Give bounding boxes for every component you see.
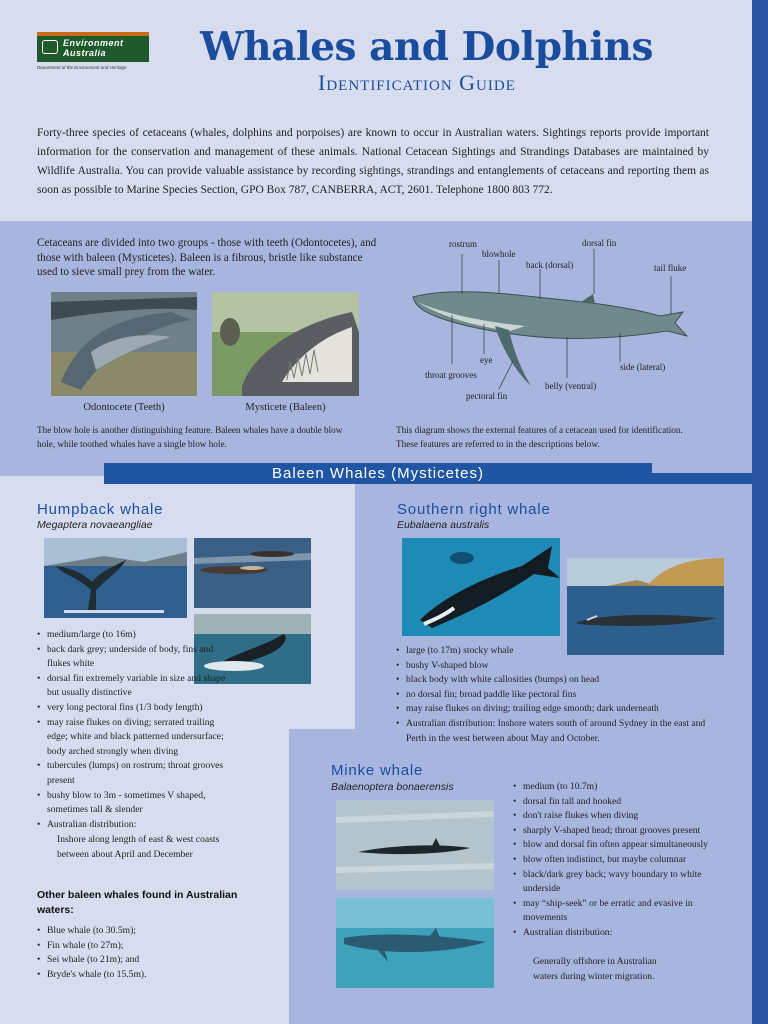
southern-right-photo-coast — [567, 558, 724, 655]
southern-right-fact: • may raise flukes on diving; trailing edge smooth; dark underneath — [396, 702, 726, 717]
humpback-fact: • back dark grey; underside of body, fins and flukes white — [37, 643, 237, 672]
other-baleen-item: • Bryde's whale (to 15.5m). — [37, 968, 237, 983]
humpback-facts — [37, 628, 237, 832]
humpback-fact: • medium/large (to 16m) — [37, 628, 237, 643]
southern-right-latin: Eubalaena australis — [397, 519, 490, 531]
minke-fact: • medium (to 10.7m) — [513, 780, 728, 795]
minke-distribution: Generally offshore in Australian waters during winter migration. — [533, 956, 657, 982]
mysticete-photo — [212, 292, 359, 396]
minke-fact: • blow often indistinct, but maybe columnar — [513, 853, 728, 868]
humpback-fact: • dorsal fin extremely variable in size and shape but usually distinctive — [37, 672, 237, 701]
blowhole-note: The blow hole is another distinguishing feature. Baleen whales have a double blow hole, while toothed whales have a single blow hole. — [37, 425, 343, 449]
southern-right-fact: • Australian distribution: Inshore waters south of around Sydney in the east and Perth in the west between about May and October. — [396, 717, 726, 746]
right-edge-bar — [752, 0, 768, 1024]
label-back: back (dorsal) — [526, 260, 574, 270]
humpback-photo-surface — [194, 538, 311, 608]
label-belly: belly (ventral) — [545, 381, 597, 391]
logo-line-1: Environment — [63, 38, 124, 48]
label-side: side (lateral) — [620, 362, 666, 372]
environment-australia-logo — [37, 32, 149, 62]
humpback-name: Humpback whale — [37, 501, 164, 518]
other-baleen-item: • Fin whale (to 27m); — [37, 939, 237, 954]
intro-paragraph: Forty-three species of cetaceans (whales, dolphins and porpoises) are known to occur in Australian waters. Sightings reports provide important information for the conservation and management of these animals. National Cetacean Sightings and Strandings Databases are maintained by Wildlife Australia. You can provide valuable assistance by recording sightings, strandings and entanglements of cetaceans and reporting them as soon as possible to Marine Species Section, GPO Box 787, CANBERRA, ACT, 2601. Telephone 1800 803 772. — [37, 127, 709, 196]
page-subtitle: Identification Guide — [318, 70, 516, 95]
southern-right-name: Southern right whale — [397, 501, 551, 518]
label-throat-grooves: throat grooves — [425, 370, 477, 380]
other-baleen-item: • Sei whale (to 21m); and — [37, 953, 237, 968]
humpback-fact: • tubercules (lumps) on rostrum; throat grooves present — [37, 759, 237, 788]
minke-facts — [513, 780, 728, 941]
odontocete-photo — [51, 292, 197, 396]
southern-right-fact: • large (to 17m) stocky whale — [396, 644, 726, 659]
humpback-distribution: Inshore along length of east & west coasts between about April and December — [57, 834, 220, 860]
humpback-photo-tail — [44, 538, 187, 618]
southern-right-fact: • bushy V-shaped blow — [396, 659, 726, 674]
section-title-baleen: Baleen Whales (Mysticetes) — [104, 463, 652, 484]
other-baleen-item: • Blue whale (to 30.5m); — [37, 924, 237, 939]
diagram-note: This diagram shows the external features of a cetacean used for identification. These features are referred to in the descriptions below. — [396, 425, 683, 449]
logo-line-2: Australia — [63, 48, 107, 58]
minke-latin: Balaenoptera bonaerensis — [331, 781, 454, 793]
other-baleen-list — [37, 924, 237, 982]
crest-icon — [42, 40, 58, 54]
southern-right-facts — [396, 644, 726, 746]
humpback-fact: • may raise flukes on diving; serrated trailing edge; white and black patterned undersurface; body arched strongly when diving — [37, 716, 237, 760]
southern-right-fact: • black body with white callosities (bumps) on head — [396, 673, 726, 688]
humpback-fact: • bushy blow to 3m - sometimes V shaped, sometimes tall & slender — [37, 789, 237, 818]
southern-right-fact: • no dorsal fin; broad paddle like pectoral fins — [396, 688, 726, 703]
label-eye: eye — [480, 355, 493, 365]
minke-fact: • black/dark grey back; wavy boundary to white underside — [513, 868, 728, 897]
humpback-latin: Megaptera novaeangliae — [37, 519, 153, 531]
humpback-fact: • Australian distribution: — [37, 818, 237, 833]
minke-photo-surface — [336, 800, 494, 890]
label-dorsal-fin: dorsal fin — [582, 238, 617, 248]
logo-department: Department of the Environment and Heritage — [37, 65, 127, 70]
minke-photo-underwater — [336, 898, 494, 988]
page-title: Whales and Dolphins — [200, 24, 653, 70]
minke-name: Minke whale — [331, 762, 424, 779]
label-tail-fluke: tail fluke — [654, 263, 687, 273]
minke-fact: • don't raise flukes when diving — [513, 809, 728, 824]
label-rostrum: rostrum — [449, 239, 477, 249]
minke-fact: • may “ship-seek” or be erratic and evasive in movements — [513, 897, 728, 926]
southern-right-photo-underwater — [402, 538, 560, 636]
minke-fact: • dorsal fin tall and hooked — [513, 795, 728, 810]
groups-text: Cetaceans are divided into two groups - those with teeth (Odontocetes), and those with baleen (Mysticetes). Baleen is a fibrous, bristle like substance used to sieve small prey from the water. — [37, 237, 377, 278]
minke-fact: • Australian distribution: — [513, 926, 728, 941]
label-pectoral-fin: pectoral fin — [466, 391, 508, 401]
mysticete-caption: Mysticete (Baleen) — [245, 402, 326, 413]
section-bar-extension — [652, 473, 752, 484]
minke-fact: • sharply V-shaped head; throat grooves present — [513, 824, 728, 839]
label-blowhole: blowhole — [482, 249, 516, 259]
humpback-fact: • very long pectoral fins (1/3 body length) — [37, 701, 237, 716]
odontocete-caption: Odontocete (Teeth) — [83, 402, 165, 413]
other-baleen-heading: Other baleen whales found in Australian waters: — [37, 889, 238, 916]
minke-fact: • blow and dorsal fin often appear simultaneously — [513, 838, 728, 853]
